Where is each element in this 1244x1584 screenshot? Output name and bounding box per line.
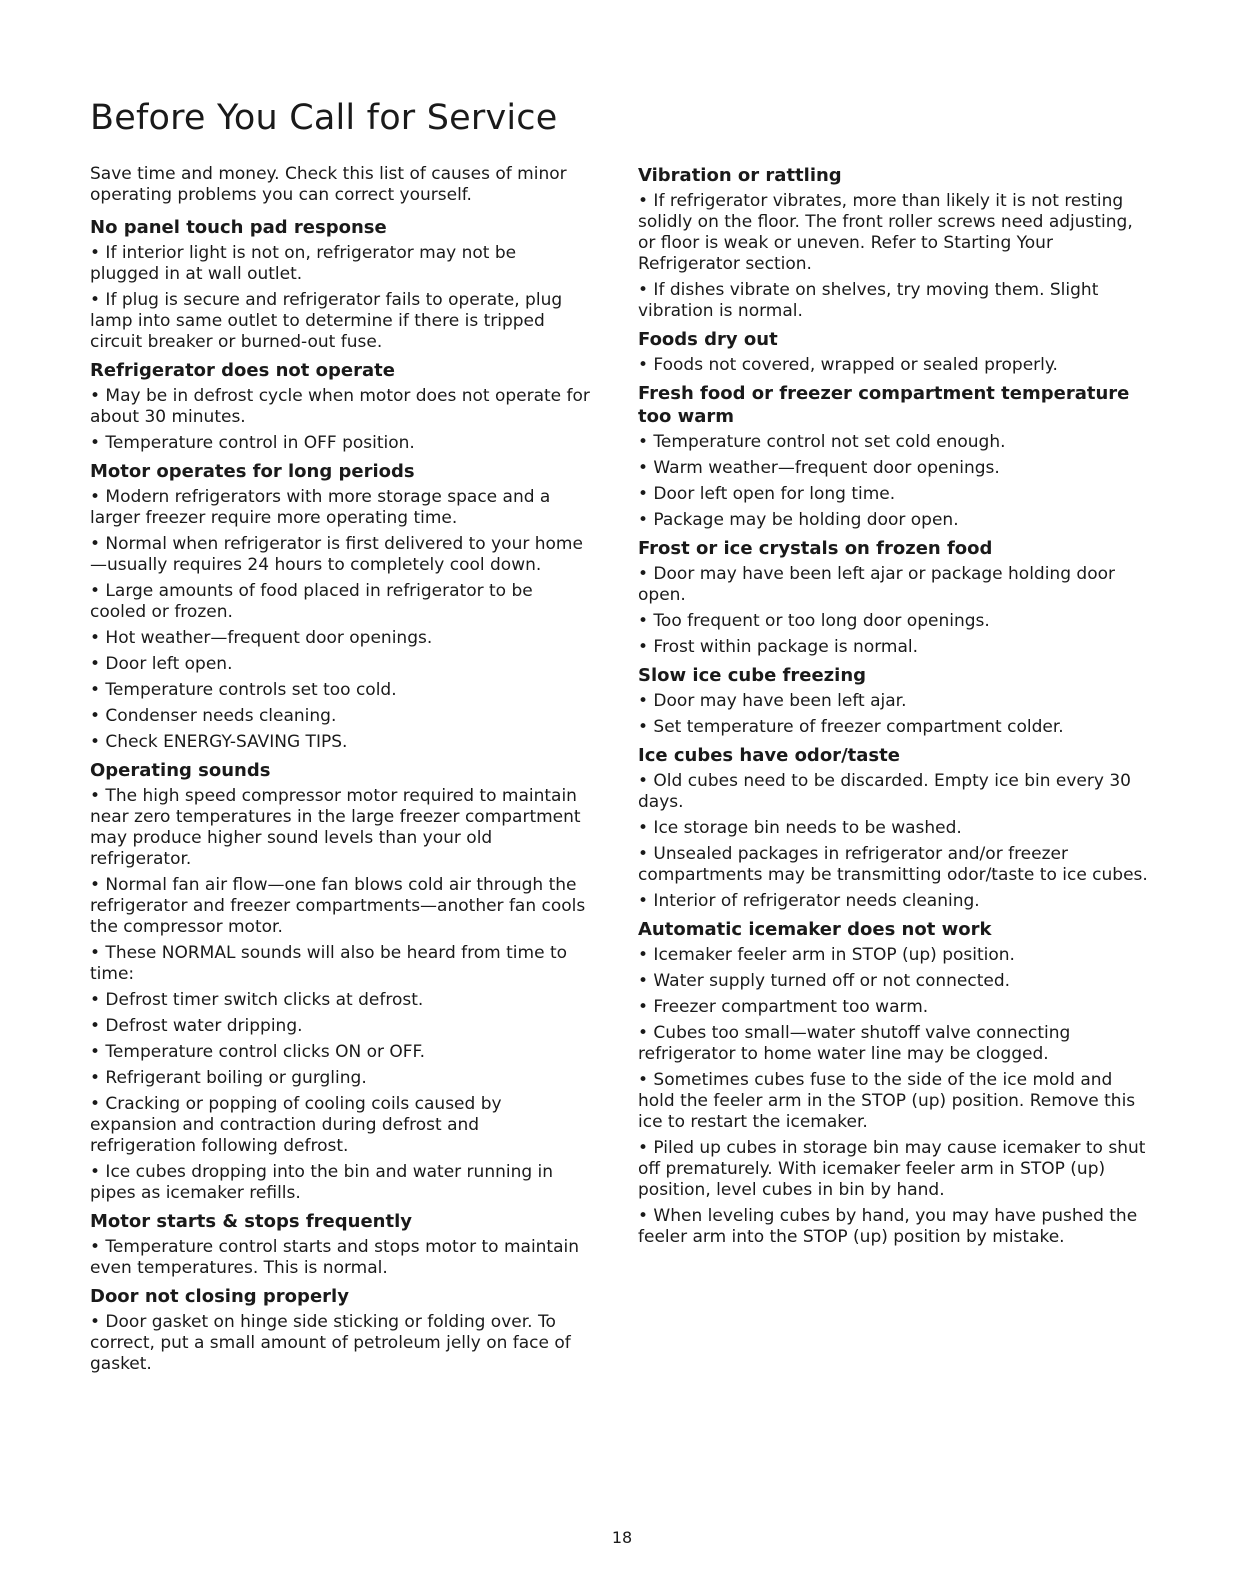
- bullet-item: • Piled up cubes in storage bin may cause icemaker to shut off prematurely. With icemaker feeler arm in STOP (up) position, level cubes in bin by hand.: [638, 1138, 1146, 1200]
- bullet-item: • Door left open.: [90, 654, 233, 674]
- section-heading: Fresh food or freezer compartment temperature too warm: [638, 383, 1130, 427]
- section-no-panel-touch-pad-response: [90, 216, 590, 353]
- section-automatic-icemaker-does-not-work: [638, 918, 1148, 1248]
- bullet-item: • If plug is secure and refrigerator fails to operate, plug lamp into same outlet to determine if there is tripped circuit breaker or burned-out fuse.: [90, 290, 563, 352]
- bullet-item: • If interior light is not on, refrigerator may not be plugged in at wall outlet.: [90, 243, 517, 284]
- bullet-item: • If refrigerator vibrates, more than likely it is not resting solidly on the floor. The front roller screws need adjusting, or floor is weak or uneven. Refer to Starting Your Refrigerator section.: [638, 191, 1133, 274]
- bullet-item: • May be in defrost cycle when motor does not operate for about 30 minutes.: [90, 386, 590, 427]
- bullet-item: • Temperature control clicks ON or OFF.: [90, 1042, 426, 1062]
- bullet-item: • Freezer compartment too warm.: [638, 997, 929, 1017]
- bullet-item: • Refrigerant boiling or gurgling.: [90, 1068, 367, 1088]
- page-number: 18: [611, 1528, 633, 1547]
- bullet-item: • Icemaker feeler arm in STOP (up) position.: [638, 945, 1015, 965]
- bullet-item: • If dishes vibrate on shelves, try moving them. Slight vibration is normal.: [638, 280, 1099, 321]
- section-heading: Motor operates for long periods: [90, 461, 415, 482]
- bullet-item: • Temperature control not set cold enough.: [638, 432, 1006, 452]
- section-heading: Foods dry out: [638, 329, 778, 350]
- section-ice-cubes-have-odor-taste: [638, 744, 1148, 912]
- bullet-item: • Ice cubes dropping into the bin and water running in pipes as icemaker refills.: [90, 1162, 554, 1203]
- bullet-item: • Door may have been left ajar or package holding door open.: [638, 564, 1115, 605]
- page-title: Before You Call for Service: [90, 98, 558, 138]
- bullet-item: • Defrost water dripping.: [90, 1016, 303, 1036]
- bullet-item: • Unsealed packages in refrigerator and/or freezer compartments may be transmitting odor/taste to ice cubes.: [638, 844, 1148, 885]
- bullet-item: • Large amounts of food placed in refrigerator to be cooled or frozen.: [90, 581, 533, 622]
- bullet-item: • Cubes too small—water shutoff valve connecting refrigerator to home water line may be clogged.: [638, 1023, 1071, 1064]
- bullet-item: • Door left open for long time.: [638, 484, 896, 504]
- section-slow-ice-cube-freezing: [638, 664, 1148, 738]
- bullet-item: • Normal when refrigerator is first delivered to your home—usually requires 24 hours to completely cool down.: [90, 534, 583, 575]
- left-sections: [90, 216, 590, 1375]
- section-heading: No panel touch pad response: [90, 217, 387, 238]
- bullet-item: • Temperature controls set too cold.: [90, 680, 397, 700]
- bullet-item: • When leveling cubes by hand, you may have pushed the feeler arm into the STOP (up) position by mistake.: [638, 1206, 1138, 1247]
- bullet-item: • Defrost timer switch clicks at defrost.: [90, 990, 424, 1010]
- bullet-item: • Foods not covered, wrapped or sealed properly.: [638, 355, 1058, 375]
- section-motor-operates-for-long-periods: [90, 460, 590, 753]
- bullet-item: • Cracking or popping of cooling coils caused by expansion and contraction during defrost and refrigeration following defrost.: [90, 1094, 502, 1156]
- bullet-item: • Ice storage bin needs to be washed.: [638, 818, 962, 838]
- bullet-item: • Door may have been left ajar.: [638, 691, 907, 711]
- bullet-item: • Too frequent or too long door openings.: [638, 611, 990, 631]
- bullet-item: • Condenser needs cleaning.: [90, 706, 337, 726]
- section-heading: Door not closing properly: [90, 1286, 349, 1307]
- section-motor-starts-stops-frequently: [90, 1210, 590, 1279]
- section-heading: Automatic icemaker does not work: [638, 919, 992, 940]
- section-heading: Ice cubes have odor/taste: [638, 745, 900, 766]
- bullet-item: • Hot weather—frequent door openings.: [90, 628, 433, 648]
- section-fresh-food-or-freezer-compartment-temperature-too-warm: [638, 382, 1148, 531]
- section-heading: Vibration or rattling: [638, 165, 842, 186]
- section-heading: Operating sounds: [90, 760, 271, 781]
- bullet-item: • Warm weather—frequent door openings.: [638, 458, 1000, 478]
- bullet-item: • Modern refrigerators with more storage space and a larger freezer require more operating time.: [90, 487, 551, 528]
- bullet-item: • Old cubes need to be discarded. Empty ice bin every 30 days.: [638, 771, 1131, 812]
- section-vibration-or-rattling: [638, 164, 1148, 322]
- bullet-item: • Frost within package is normal.: [638, 637, 919, 657]
- section-heading: Slow ice cube freezing: [638, 665, 867, 686]
- section-frost-or-ice-crystals-on-frozen-food: [638, 537, 1148, 658]
- bullet-item: • The high speed compressor motor required to maintain near zero temperatures in the large freezer compartment may produce higher sound levels than your old refrigerator.: [90, 786, 581, 869]
- bullet-item: • Check ENERGY-SAVING TIPS.: [90, 732, 348, 752]
- right-column: [638, 164, 1148, 1254]
- bullet-item: • Package may be holding door open.: [638, 510, 959, 530]
- bullet-item: • Sometimes cubes fuse to the side of the ice mold and hold the feeler arm in the STOP (up) position. Remove this ice to restart the icemaker.: [638, 1070, 1136, 1132]
- section-heading: Refrigerator does not operate: [90, 360, 395, 381]
- bullet-item: • Temperature control in OFF position.: [90, 433, 415, 453]
- bullet-item: • These NORMAL sounds will also be heard from time to time:: [90, 943, 568, 984]
- right-sections: [638, 164, 1148, 1248]
- section-heading: Motor starts & stops frequently: [90, 1211, 412, 1232]
- bullet-item: • Interior of refrigerator needs cleaning.: [638, 891, 980, 911]
- bullet-item: • Temperature control starts and stops motor to maintain even temperatures. This is normal.: [90, 1237, 580, 1278]
- bullet-item: • Door gasket on hinge side sticking or folding over. To correct, put a small amount of petroleum jelly on face of gasket.: [90, 1312, 571, 1374]
- intro-text: Save time and money. Check this list of causes of minor operating problems you can correct yourself.: [90, 164, 567, 205]
- bullet-item: • Normal fan air flow—one fan blows cold air through the refrigerator and freezer compartments—another fan cools the compressor motor.: [90, 875, 586, 937]
- bullet-item: • Set temperature of freezer compartment colder.: [638, 717, 1064, 737]
- bullet-item: • Water supply turned off or not connected.: [638, 971, 1011, 991]
- section-heading: Frost or ice crystals on frozen food: [638, 538, 993, 559]
- section-operating-sounds: [90, 759, 590, 1204]
- left-column: [90, 164, 590, 1381]
- section-foods-dry-out: [638, 328, 1148, 376]
- section-door-not-closing-properly: [90, 1285, 590, 1375]
- section-refrigerator-does-not-operate: [90, 359, 590, 454]
